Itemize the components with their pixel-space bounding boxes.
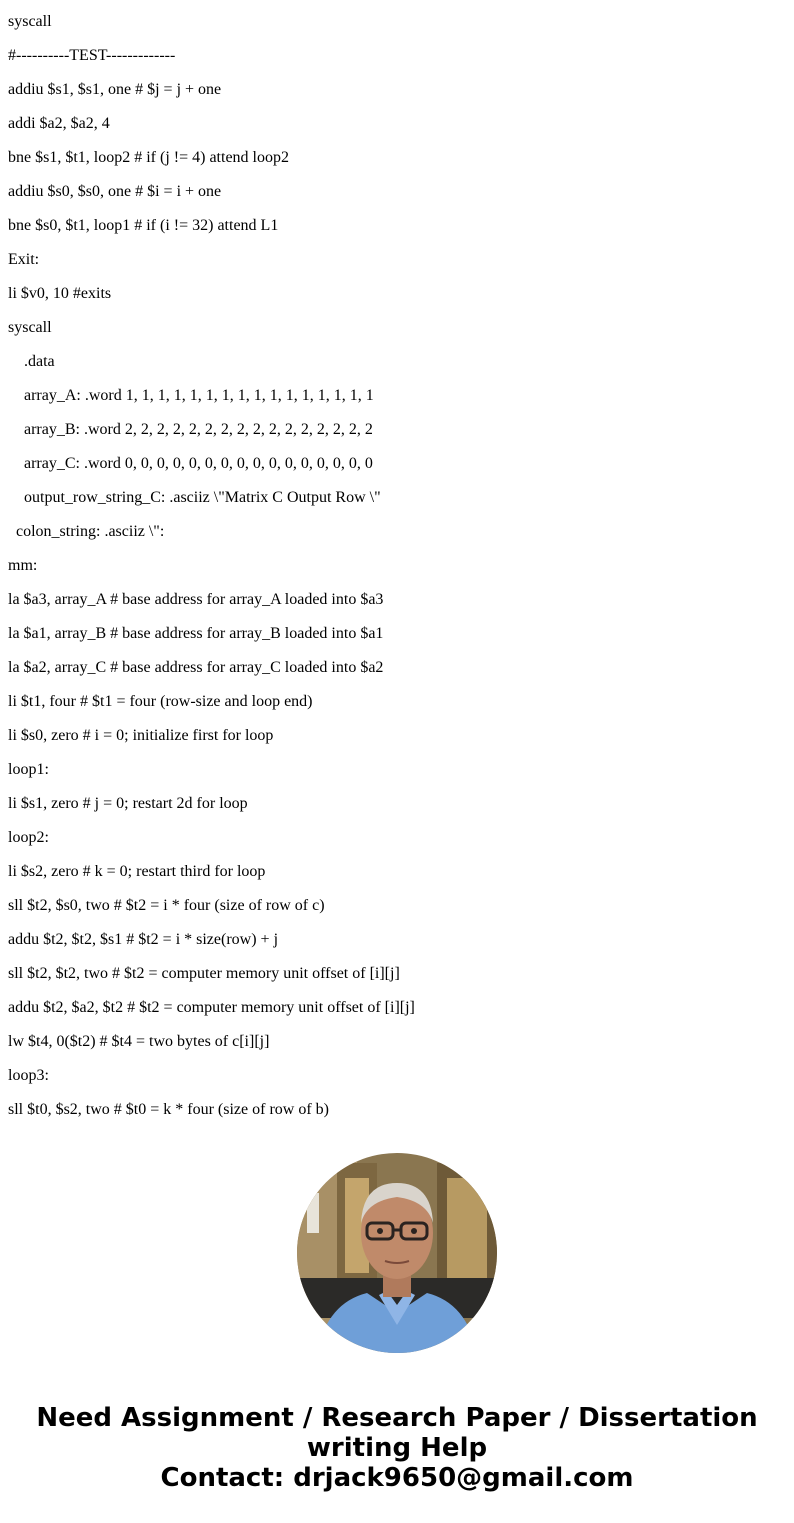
code-line: bne $s1, $t1, loop2 # if (j != 4) attend loop2: [8, 149, 289, 166]
code-line: lw $t4, 0($t2) # $t4 = two bytes of c[i][j]: [8, 1033, 270, 1050]
code-line: syscall: [8, 319, 52, 336]
code-line: la $a2, array_C # base address for array_C loaded into $a2: [8, 659, 384, 676]
promo-line-1: Need Assignment / Research Paper / Dissertation: [36, 1403, 758, 1433]
code-line: mm:: [8, 557, 38, 574]
code-line: .data: [8, 353, 55, 370]
code-line: array_C: .word 0, 0, 0, 0, 0, 0, 0, 0, 0, 0, 0, 0, 0, 0, 0, 0: [8, 455, 373, 472]
code-line: array_A: .word 1, 1, 1, 1, 1, 1, 1, 1, 1, 1, 1, 1, 1, 1, 1, 1: [8, 387, 374, 404]
code-line: loop3:: [8, 1067, 49, 1084]
code-line: li $v0, 10 #exits: [8, 285, 112, 302]
code-line: loop2:: [8, 829, 49, 846]
code-line: li $s1, zero # j = 0; restart 2d for loop: [8, 795, 248, 812]
code-line: #----------TEST-------------: [8, 47, 176, 64]
code-line: li $t1, four # $t1 = four (row-size and loop end): [8, 693, 313, 710]
code-line: li $s0, zero # i = 0; initialize first for loop: [8, 727, 274, 744]
code-line: la $a1, array_B # base address for array_B loaded into $a1: [8, 625, 384, 642]
code-line: la $a3, array_A # base address for array_A loaded into $a3: [8, 591, 384, 608]
code-line: addiu $s1, $s1, one # $j = j + one: [8, 81, 222, 98]
promo-contact: Contact: drjack9650@gmail.com: [160, 1463, 634, 1493]
code-listing: [8, 12, 788, 1134]
promo-line-2: writing Help: [306, 1433, 488, 1463]
code-line: sll $t2, $t2, two # $t2 = computer memory unit offset of [i][j]: [8, 965, 400, 982]
code-line: syscall: [8, 13, 52, 30]
code-line: output_row_string_C: .asciiz \"Matrix C Output Row \": [8, 489, 381, 506]
code-line: addu $t2, $a2, $t2 # $t2 = computer memory unit offset of [i][j]: [8, 999, 415, 1016]
code-line: addi $a2, $a2, 4: [8, 115, 110, 132]
code-line: colon_string: .asciiz \":: [8, 523, 165, 540]
code-line: array_B: .word 2, 2, 2, 2, 2, 2, 2, 2, 2, 2, 2, 2, 2, 2, 2, 2: [8, 421, 373, 438]
code-line: addiu $s0, $s0, one # $i = i + one: [8, 183, 222, 200]
code-line: li $s2, zero # k = 0; restart third for loop: [8, 863, 266, 880]
code-line: loop1:: [8, 761, 49, 778]
promo-banner: [0, 1403, 794, 1493]
code-line: bne $s0, $t1, loop1 # if (i != 32) attend L1: [8, 217, 279, 234]
code-line: addu $t2, $t2, $s1 # $t2 = i * size(row) + j: [8, 931, 279, 948]
code-line: Exit:: [8, 251, 40, 268]
author-portrait-icon: [297, 1153, 497, 1353]
code-line: sll $t0, $s2, two # $t0 = k * four (size of row of b): [8, 1101, 329, 1118]
code-line: sll $t2, $s0, two # $t2 = i * four (size of row of c): [8, 897, 325, 914]
